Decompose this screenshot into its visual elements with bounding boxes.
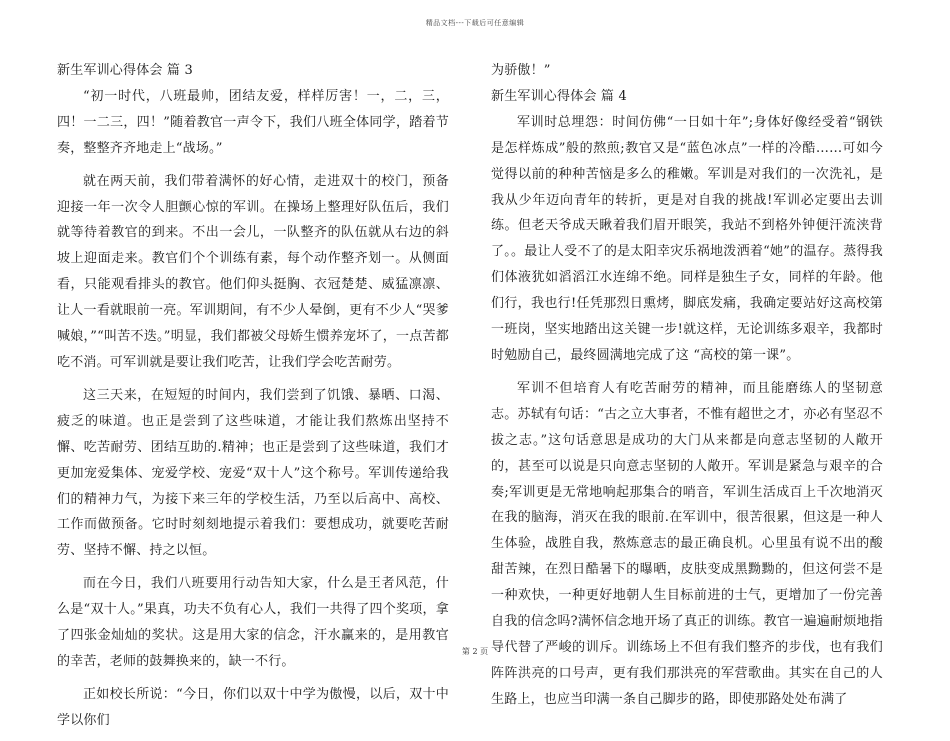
page-header: 精品文档---下载后可任意编辑 (425, 19, 525, 27)
paragraph: 正如校长所说：“今日，你们以双十中学为傲慢，以后，双十中学以你们 (57, 686, 449, 728)
section-title-3: 新生军训心得体会 篇 3 (57, 63, 193, 78)
paragraph: 这三天来，在短短的时间内，我们尝到了饥饿、暴晒、口渴、疲乏的味道。也正是尝到了这些味道，才能让我们熬炼出坚持不懈、吃苦耐劳、团结互助的.精神；也正是尝到了这些味道，我们才更加宠爱集体、宠爱学校、宠爱“双十人”这个称号。军训传递给我们的精神力气，为接下来三年的学校生活，乃至以后高中、高校、工作而做预备。它时时刻刻地提示着我们：要想成功，就要吃苦耐劳、坚持不懈、持之以恒。 (57, 387, 449, 559)
page-number: 第 2 页 (461, 647, 489, 656)
paragraph: 而在今日，我们八班要用行动告知大家，什么是王者风范，什么是“双十人。”果真，功夫不负有心人，我们一共得了四个奖项，拿了四张金灿灿的奖状。这是用大家的信念，汗水赢来的，是用教官的幸苦，老师的鼓舞换来的，缺一不行。 (57, 576, 449, 669)
paragraph: “初一时代，八班最帅，团结友爱，样样厉害！一，二，三，四！一二三，四！”随着教官一声令下，我们八班全体同学，踏着节奏，整整齐齐地走上“战场。” (57, 88, 449, 156)
left-column (57, 58, 449, 741)
paragraph: 就在两天前，我们带着满怀的好心情，走进双十的校门，预备迎接一年一次令人胆颤心惊的军训。在操场上整理好队伍后，我们就等待着教官的到来。不出一会儿，一队整齐的队伍就从右边的斜坡上迎面走来。教官们个个训练有素，每个动作整齐划一。从侧面看，只能观看排头的教官。他们仰头挺胸、衣冠楚楚、威猛凛凛、让人一看就眼前一亮。军训期间，有不少人晕倒，更有不少人“哭爹喊娘，”“叫苦不迭。”明显，我们都被父母娇生惯养宠坏了，一点苦都吃不消。可军训就是要让我们吃苦，让我们学会吃苦耐劳。 (57, 173, 449, 370)
right-column (491, 58, 883, 720)
paragraph-continuation: 为骄傲！” (491, 63, 551, 78)
paragraph: 军训不但培育人有吃苦耐劳的精神，而且能磨练人的坚韧意志。苏轼有句话：“古之立大事者，不惟有超世之才，亦必有坚忍不拔之志。”这句话意思是成功的大门从来都是向意志坚韧的人敞开的，甚至可以说是只向意志坚韧的人敞开。军训是紧急与艰辛的合奏;军训更是无常地响起那集合的哨音，军训生活成百上千次地消灭在我的脑海，消灭在我的眼前.在军训中，很苦很累，但这是一种人生体验，战胜自我，熬炼意志的最正确良机。心里虽有说不出的酸甜苦辣，在烈日酷暑下的曝晒，皮肤变成黑黝黝的，但这何尝不是一种欢快，一种更好地朝人生目标前进的士气，更增加了一份完善自我的信念吗?满怀信念地开场了真正的训练。教官一遍遍耐烦地指导代替了严峻的训斥。训练场上不但有我们整齐的步伐，也有我们阵阵洪亮的口号声，更有我们那洪亮的军营歌曲。其实在自己的人生路上，也应当印满一条自己脚步的路，即使那路处处布满了 (491, 380, 883, 707)
paragraph: 军训时总埋怨：时间仿佛“一日如十年”;身体好像经受着“钢铁是怎样炼成”般的熬煎;教官又是“蓝色冰点”一样的冷酷……可如今觉得以前的种种苦恼是多么的稚嫩。军训是对我们的一次洗礼，是我从少年迈向青年的转折，更是对自我的挑战!军训必定要出去训练。但老天爷成天瞅着我们眉开眼笑，我站不到格外钟便汗流浃背了。。最让人受不了的是太阳幸灾乐祸地泼洒着“她”的温存。蒸得我们体液犹如滔滔江水连绵不绝。同样是独生子女，同样的年龄。他们行，我也行!任凭那烈日熏烤，脚底发痛，我确定要站好这高校第一班岗，坚实地踏出这关键一步!就这样，无论训练多艰辛，我都时时勉励自己，最终圆满地完成了这 “高校的第一课”。 (491, 114, 883, 363)
section-title-4: 新生军训心得体会 篇 4 (491, 88, 627, 104)
